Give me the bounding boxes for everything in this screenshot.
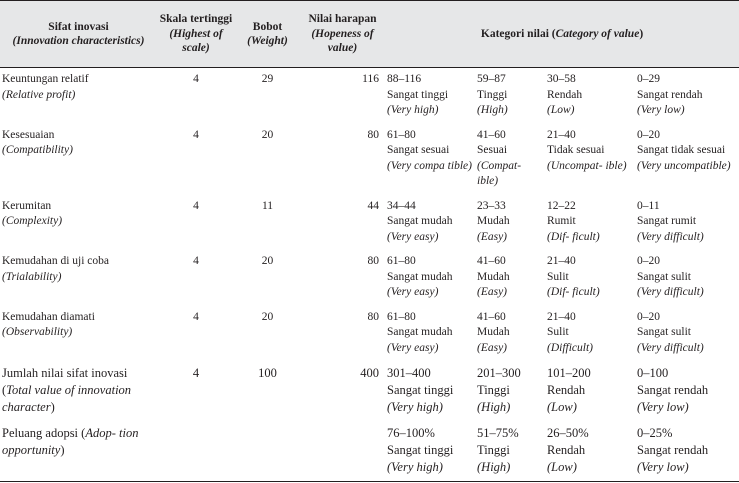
category-label-en: (Very low) xyxy=(637,460,689,474)
category-label-en: (High) xyxy=(477,104,508,116)
category-range: 201–300 xyxy=(477,366,521,380)
category-label: Rendah xyxy=(547,443,586,457)
empty-cell xyxy=(235,421,300,482)
header-kategori: Kategori nilai (Category of value) xyxy=(385,1,739,68)
bobot-cell: 29 xyxy=(261,73,274,85)
category-label-en: (High) xyxy=(477,460,511,474)
category-label: Rendah xyxy=(547,383,586,397)
category-label-en: (Difficult) xyxy=(547,341,593,354)
category-label-en: (Very difficult) xyxy=(637,230,704,243)
category-label-en: (Dif- ficult) xyxy=(547,230,600,243)
table-row xyxy=(0,124,739,195)
category-label-en: (Very easy) xyxy=(387,230,439,243)
category-label: Sangat tinggi xyxy=(387,443,454,457)
nilai-cell: 44 xyxy=(367,199,379,212)
category-label: Sangat sesuai xyxy=(387,144,450,156)
category-range: 21–40 xyxy=(547,310,576,323)
innovation-name-cell xyxy=(0,68,157,124)
total-name: Jumlah nilai sifat inovasi ( xyxy=(2,366,128,397)
category-label: Mudah xyxy=(477,326,510,338)
category-label-en: (Low) xyxy=(547,104,575,116)
table-header-row xyxy=(0,1,739,68)
category-range: 51–75% xyxy=(477,426,519,440)
category-cell xyxy=(545,421,635,482)
header-bobot: Bobot (Weight) xyxy=(235,1,300,68)
category-cell xyxy=(385,421,475,482)
category-cell xyxy=(475,195,545,251)
category-range: 88–116 xyxy=(387,73,422,85)
category-range: 0–20 xyxy=(637,310,660,323)
empty-cell xyxy=(157,421,235,482)
nilai-cell: 116 xyxy=(362,73,379,85)
category-label-en: (Uncompat- ible) xyxy=(547,159,627,172)
category-range: 0–25% xyxy=(637,426,673,440)
innovation-name-cell xyxy=(0,124,157,195)
category-label: Sangat tidak sesuai xyxy=(637,144,726,156)
category-label-en: (Easy) xyxy=(477,230,508,243)
total-name-en: Total value of innovation character xyxy=(2,383,132,414)
category-label-en: (Very low) xyxy=(637,400,689,414)
category-label-en: (Very high) xyxy=(387,460,443,474)
category-label-en: (Compat- ible) xyxy=(477,159,522,187)
category-cell xyxy=(475,124,545,195)
category-range: 23–33 xyxy=(477,199,506,212)
category-label: Tinggi xyxy=(477,88,508,101)
header-nilai: Nilai harapan (Hopeness of value) xyxy=(300,1,385,68)
category-label: Sangat sulit xyxy=(637,270,691,283)
category-label: Sangat mudah xyxy=(387,270,453,283)
category-label-en: (Low) xyxy=(547,400,577,414)
category-label-en: (Very easy) xyxy=(387,286,439,298)
skala-cell: 4 xyxy=(193,199,199,212)
bobot-cell: 20 xyxy=(261,128,274,141)
category-label-en: (Easy) xyxy=(477,341,508,354)
category-cell xyxy=(385,195,475,251)
category-label-en: (Very high) xyxy=(387,104,439,116)
category-label-en: (Easy) xyxy=(477,286,508,298)
category-label: Tinggi xyxy=(477,383,510,397)
adoption-row xyxy=(0,421,739,482)
category-range: 101–200 xyxy=(547,366,591,380)
category-cell xyxy=(635,361,739,421)
category-cell xyxy=(475,250,545,306)
category-cell xyxy=(545,361,635,421)
category-label: Tinggi xyxy=(477,443,510,457)
adoption-name-cell xyxy=(0,421,157,482)
category-range: 61–80 xyxy=(387,128,416,141)
category-label: Sesuai xyxy=(477,144,508,156)
category-range: 21–40 xyxy=(547,128,576,141)
innovation-name-en: (Compatibility) xyxy=(2,144,73,156)
category-range: 26–50% xyxy=(547,426,589,440)
innovation-name-en: (Trialability) xyxy=(2,270,62,283)
bobot-cell: 20 xyxy=(261,310,274,323)
table-row xyxy=(0,250,739,306)
header-sifat: Sifat inovasi (Innovation characteristics) xyxy=(0,1,157,68)
category-cell xyxy=(545,306,635,362)
category-label-en: (Very easy) xyxy=(387,341,439,354)
category-label: Mudah xyxy=(477,270,510,283)
category-label: Sangat sulit xyxy=(637,326,691,338)
category-label: Sangat tinggi xyxy=(387,88,449,101)
skala-cell: 4 xyxy=(192,366,200,380)
category-cell xyxy=(545,68,635,124)
table-row xyxy=(0,306,739,362)
category-cell xyxy=(635,306,739,362)
category-label: Rendah xyxy=(547,88,583,101)
innovation-name: Kesesuaian xyxy=(2,128,55,141)
category-range: 41–60 xyxy=(477,128,506,141)
category-label: Sangat rendah xyxy=(637,88,703,101)
category-range: 30–58 xyxy=(547,73,576,85)
nilai-cell: 80 xyxy=(367,310,379,323)
adoption-name-end: ) xyxy=(60,443,65,457)
category-range: 12–22 xyxy=(547,199,576,212)
skala-cell: 4 xyxy=(193,73,199,85)
category-cell xyxy=(475,68,545,124)
table-row xyxy=(0,68,739,124)
category-cell xyxy=(475,421,545,482)
category-range: 0–20 xyxy=(637,128,660,141)
category-range: 0–100 xyxy=(637,366,669,380)
category-label: Tidak sesuai xyxy=(547,144,605,156)
total-name-end: ) xyxy=(50,400,55,414)
category-label: Sangat rendah xyxy=(637,383,709,397)
nilai-cell: 80 xyxy=(367,128,379,141)
innovation-name-en: (Observability) xyxy=(2,326,73,338)
innovation-name: Kerumitan xyxy=(2,199,52,212)
category-cell xyxy=(475,361,545,421)
header-skala: Skala tertinggi (Highest of scale) xyxy=(157,1,235,68)
category-range: 61–80 xyxy=(387,310,416,323)
category-label-en: (Very compa tible) xyxy=(387,159,472,172)
category-range: 21–40 xyxy=(547,255,576,267)
category-label: Sangat mudah xyxy=(387,326,453,338)
category-label: Sangat rendah xyxy=(637,443,709,457)
category-range: 61–80 xyxy=(387,255,416,267)
bobot-cell: 100 xyxy=(258,366,277,380)
category-cell xyxy=(385,361,475,421)
category-cell xyxy=(545,195,635,251)
category-range: 0–20 xyxy=(637,255,660,267)
innovation-name: Kemudahan di uji coba xyxy=(2,255,109,267)
innovation-name: Keuntungan relatif xyxy=(2,73,89,85)
category-cell xyxy=(545,124,635,195)
category-cell xyxy=(475,306,545,362)
innovation-name-en: (Relative profit) xyxy=(2,88,76,101)
category-label-en: (Very high) xyxy=(387,400,443,414)
category-cell xyxy=(385,250,475,306)
category-label-en: (Low) xyxy=(547,460,577,474)
skala-cell: 4 xyxy=(193,310,199,323)
bobot-cell: 20 xyxy=(261,255,274,267)
category-range: 76–100% xyxy=(387,426,435,440)
nilai-cell: 400 xyxy=(360,366,379,380)
category-range: 0–29 xyxy=(637,73,660,85)
category-label: Mudah xyxy=(477,215,510,227)
category-range: 0–11 xyxy=(637,199,660,212)
total-name-cell xyxy=(0,361,157,421)
category-label-en: (Very difficult) xyxy=(637,286,704,298)
innovation-name-cell xyxy=(0,195,157,251)
category-label: Sulit xyxy=(547,326,569,338)
category-range: 41–60 xyxy=(477,255,506,267)
category-cell xyxy=(635,68,739,124)
total-row xyxy=(0,361,739,421)
category-cell xyxy=(545,250,635,306)
category-range: 41–60 xyxy=(477,310,506,323)
category-label-en: (Very low) xyxy=(637,104,685,116)
category-cell xyxy=(385,124,475,195)
skala-cell: 4 xyxy=(193,255,199,267)
empty-cell xyxy=(300,421,385,482)
category-cell xyxy=(635,195,739,251)
adoption-name-en: Adop- tion opportunity xyxy=(2,426,139,457)
innovation-name-cell xyxy=(0,250,157,306)
innovation-name: Kemudahan diamati xyxy=(2,310,95,323)
category-cell xyxy=(635,250,739,306)
nilai-cell: 80 xyxy=(367,255,379,267)
category-cell xyxy=(385,68,475,124)
bobot-cell: 11 xyxy=(261,199,274,212)
category-label: Sangat rumit xyxy=(637,215,697,227)
table-row xyxy=(0,195,739,251)
category-label: Sangat tinggi xyxy=(387,383,454,397)
category-cell xyxy=(635,124,739,195)
category-cell xyxy=(385,306,475,362)
category-range: 59–87 xyxy=(477,73,506,85)
category-label-en: (High) xyxy=(477,400,511,414)
category-label: Sangat mudah xyxy=(387,215,453,227)
category-range: 301–400 xyxy=(387,366,431,380)
innovation-name-cell xyxy=(0,306,157,362)
category-cell xyxy=(635,421,739,482)
category-range: 34–44 xyxy=(387,199,416,212)
innovation-name-en: (Complexity) xyxy=(2,215,63,227)
category-label: Rumit xyxy=(547,215,576,227)
category-label-en: (Very uncompatible) xyxy=(637,159,731,172)
category-label-en: (Dif- ficult) xyxy=(547,286,600,298)
adoption-name: Peluang adopsi ( xyxy=(2,426,86,440)
category-label-en: (Very difficult) xyxy=(637,341,704,354)
category-label: Sulit xyxy=(547,270,569,283)
skala-cell: 4 xyxy=(193,128,199,141)
